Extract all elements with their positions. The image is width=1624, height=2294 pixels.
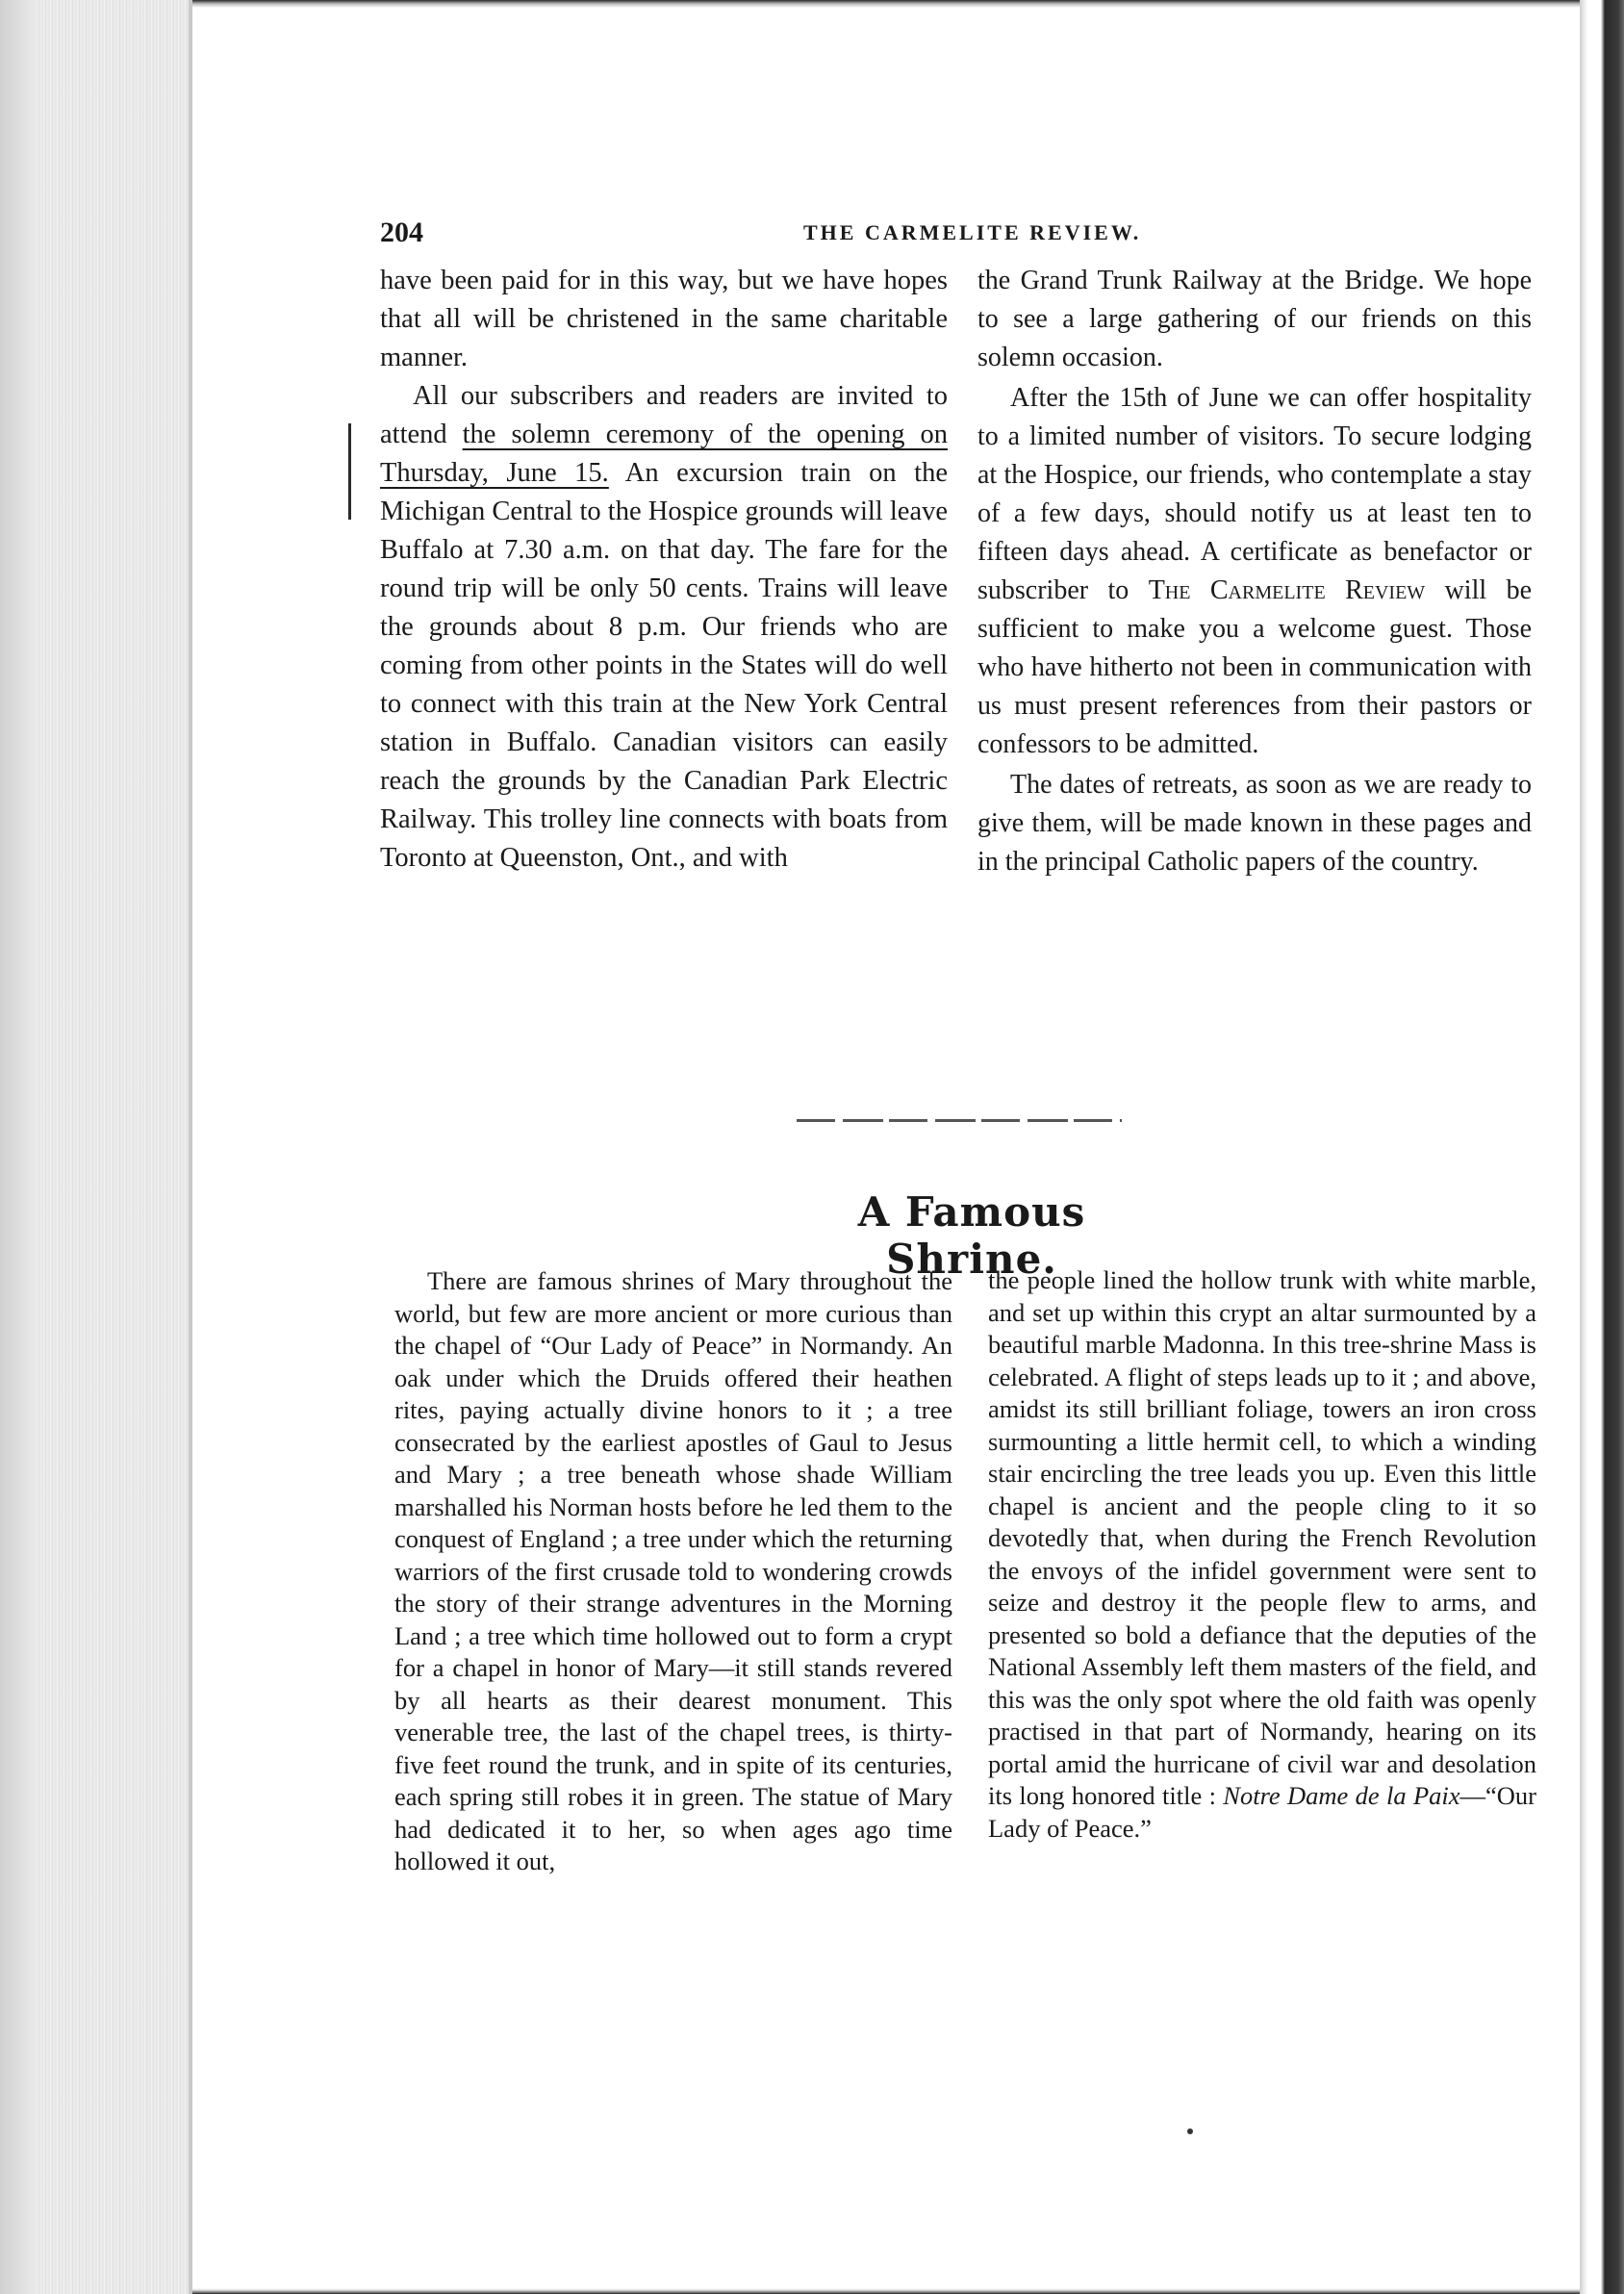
italic-title: Notre Dame de la Paix: [1223, 1781, 1460, 1810]
page-header: [380, 217, 1207, 255]
underlined-text: the solemn ceremony of the opening on Thursday, June 15.: [380, 420, 948, 488]
paragraph: the Grand Trunk Railway at the Bridge. We hope to see a large gathering of our friends on this solemn occasion.: [977, 266, 1532, 372]
column-top-right: [977, 262, 1532, 881]
section-title: A Famous Shrine.: [857, 1188, 1086, 1283]
running-title: THE CARMELITE REVIEW.: [803, 220, 1142, 244]
column-bottom-left: [394, 1265, 952, 1878]
section-separator: [797, 1119, 1122, 1122]
paragraph: have been paid for in this way, but we have hopes that all will be christened in the same charitable manner.: [380, 266, 948, 372]
paragraph: [988, 1264, 1536, 1845]
paragraph: The dates of retreats, as soon as we are ready to give them, will be made known in these pages and in the principal Catholic papers of the country.: [977, 770, 1532, 877]
text-run: An excursion train on the Michigan Central to the Hospice grounds will leave Buffalo at 7.30 a.m. on that day. The fare for the round trip will be only 50 cents. Trains will leave the grounds about 8 p.m. Our friends who are coming from other points in the States will do well to connect with this train at the New York Central station in Buffalo. Canadian visitors can easily reach the grounds by the Canadian Park Electric Railway. This trolley line connects with boats from Toronto at Queenston, Ont., and with: [380, 458, 948, 873]
column-top-left: [380, 262, 948, 878]
page-bottom-edge: [192, 2288, 1580, 2294]
page-number: 204: [380, 217, 423, 248]
paragraph: [380, 377, 948, 878]
book-edge-left: [0, 0, 192, 2294]
text-run: After the 15th of June we can offer hospitality to a limited number of visitors. To secure lodging at the Hospice, our friends, who contemplate a stay of a few days, should notify us at least ten to fifteen days ahead. A certificate as benefactor or subscriber to: [977, 383, 1532, 605]
ink-dot: [1187, 2128, 1193, 2134]
text-run: —“Our Lady of Peace.”: [988, 1781, 1536, 1843]
text-run: will be sufficient to make you a welcome guest. Those who have hitherto not been in communication with us must present references from their pastors or confessors to be admitted.: [977, 575, 1532, 759]
page-top-edge: [192, 0, 1580, 8]
paragraph: [977, 379, 1532, 764]
text-run: the people lined the hollow trunk with white marble, and set up within this crypt an altar surmounted by a beautiful marble Madonna. In this tree-shrine Mass is celebrated. A flight of steps leads up to it ; and above, amidst its still brilliant foliage, towers an iron cross surmounting a little hermit cell, to which a winding stair encircling the tree leads you up. Even this little chapel is ancient and the people cling to it so devotedly that, when during the French Revolution the envoys of the infidel government were sent to seize and destroy it the people flew to arms, and presented so bold a defiance that the deputies of the National Assembly left them masters of the field, and this was the only spot where the old faith was openly practised in that part of Normandy, hearing on its portal amid the hurricane of civil war and desolation its long honored title :: [988, 1265, 1536, 1810]
text-run: All our subscribers and readers are invited to attend: [380, 381, 948, 449]
margin-annotation-mark: [348, 423, 351, 520]
book-edge-right: [1580, 0, 1624, 2294]
column-bottom-right: [988, 1264, 1536, 1845]
magazine-title: The Carmelite Review: [1148, 575, 1426, 605]
paragraph: There are famous shrines of Mary throughout the world, but few are more ancient or more curious than the chapel of “Our Lady of Peace” in Normandy. An oak under which the Druids offered their heathen rites, paying actually divine honors to it ; a tree consecrated by the earliest apostles of Gaul to Jesus and Mary ; a tree beneath whose shade William marshalled his Norman hosts before he led them to the conquest of England ; a tree under which the returning warriors of the first crusade told to wondering crowds the story of their strange adventures in the Morning Land ; a tree which time hollowed out to form a crypt for a chapel in honor of Mary—it still stands revered by all hearts as their dearest monument. This venerable tree, the last of the chapel trees, is thirty-five feet round the trunk, and in spite of its centuries, each spring still robes it in green. The statue of Mary had dedicated it to her, so when ages ago time hollowed it out,: [394, 1266, 952, 1875]
